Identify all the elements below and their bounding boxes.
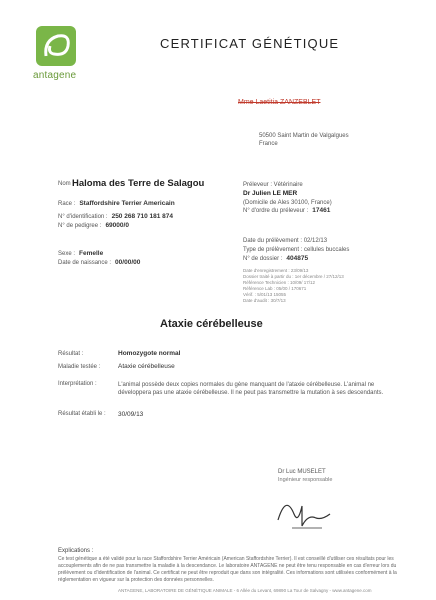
result-value: Homozygote normal [118,350,181,357]
dog-name: Haloma des Terre de Salagou [72,178,205,189]
vet-number-row [243,207,330,214]
dob-value: 00/00/00 [115,259,141,266]
footer-explanation: Ce test génétique a été validé pour la race Staffordshire Terrier Américain (American Staffordshire Terrier). Il est conseillé d'utiliser ces résultats pour les accouplements afin de ne pas transmettre la maladie à la descendance. Le laboratoire ANTAGENE ne peut être tenu responsable en cas d'erreur lors du prélèvement ou d'identification de l'animal. Ce certificat ne peut être reproduit que dans son intégralité. Ces informations sont utilisées conformément à la réglementation en vigueur sur la protection des données personnelles. [58,556,397,583]
footer-address: ANTAGENE, LABORATOIRE DE GÉNÉTIQUE ANIMALE - 6 Allée du Levant, 69890 La Tour de Salvagny - www.antagene.com [118,588,372,593]
sample-tracking-line: Dossier traité à partir du : 1er décembre / 27/12/13 [243,274,344,279]
footer-heading: Explications : [58,548,94,554]
id-value: 250 268 710 181 874 [111,213,174,220]
sample-type: Type de prélèvement : cellules buccales [243,247,350,253]
vet-number-label: N° d'ordre du préleveur : [243,208,309,214]
vet-number: 17461 [312,207,331,214]
vet-label: Préleveur : Vétérinaire [243,182,303,188]
owner-name: Mme Laetitia ZANZEBLET [238,99,321,106]
sample-tracking-line: Vérif. : 5/01/13 15055 [243,292,287,297]
result-label: Résultat : [58,351,84,357]
sample-tracking-line: Référence Technicien : 10/09/ 17/12 [243,280,315,285]
sex-row [58,250,103,257]
disease-value: Ataxie cérébelleuse [118,363,175,370]
antagene-logo-icon [36,26,76,66]
sample-tracking-line: Date d'audit : 30/7/13 [243,298,286,303]
owner-address-line2: France [259,141,278,147]
vet-address: (Domicile de Ales 30100, France) [243,200,332,206]
test-title: Ataxie cérébelleuse [160,318,263,330]
sample-date: Date du prélèvement : 02/12/13 [243,238,328,244]
handwritten-signature-icon [272,484,334,534]
owner-address-line1: 50500 Saint Martin de Valgalgues [259,133,349,139]
pedigree-value: 69000/0 [105,222,129,229]
pedigree-row [58,222,129,229]
result-date-label: Résultat établi le : [58,411,106,417]
dossier-row [243,255,308,262]
vet-name: Dr Julien LE MER [243,190,298,197]
signatory-role: Ingénieur responsable [278,477,333,483]
id-label: N° d'identification : [58,214,108,220]
sex-label: Sexe : [58,251,76,257]
id-row [58,213,173,220]
signatory-name: Dr Luc MUSELET [278,469,326,475]
sex-value: Femelle [79,250,104,257]
dob-row [58,259,140,266]
dog-name-label: Nom : [58,181,75,187]
page-title: CERTIFICAT GÉNÉTIQUE [160,36,340,51]
sample-tracking-block [243,268,344,304]
sample-tracking-line: Date d'enregistrement : 23/09/13 [243,268,309,273]
result-date: 30/09/13 [118,411,144,418]
interpretation-text: L'animal possède deux copies normales du gène manquant de l'ataxie cérébelleuse. L'animal ne développera pas une ataxie cérébelleuse. Il ne peut pas transmettre la mutation à ses descendants. [118,382,384,396]
dossier-number: 404875 [286,255,309,262]
breed-label: Race : [58,201,76,207]
sample-tracking-line: Référence Lab : 05/00 / 170671 [243,286,307,291]
dossier-label: N° de dossier : [243,256,283,262]
disease-label: Maladie testée : [58,364,101,370]
dob-label: Date de naissance : [58,260,112,266]
breed-row [58,200,175,207]
pedigree-label: N° de pedigree : [58,223,102,229]
interpretation-label: Interprétation : [58,381,97,387]
logo-text: antagene [33,70,77,81]
breed-value: Staffordshire Terrier Americain [79,200,175,207]
